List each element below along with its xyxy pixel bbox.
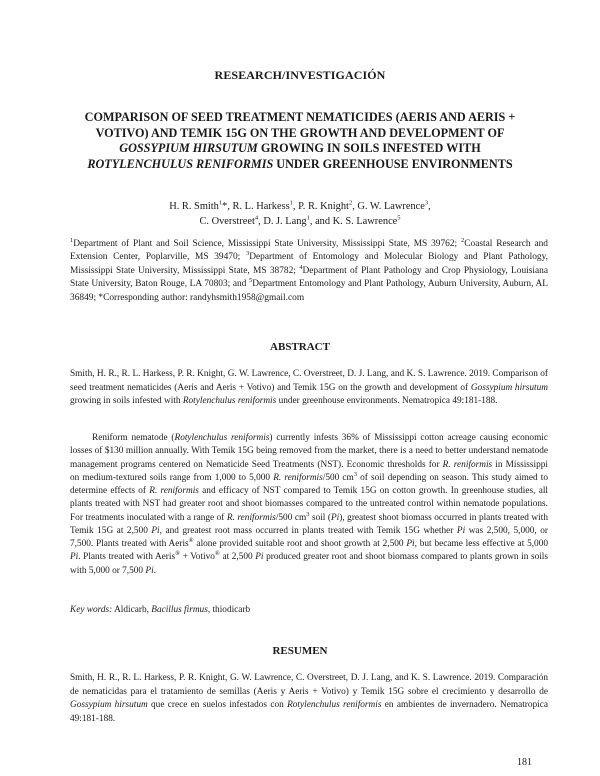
abstract-body: Reniform nematode (Rotylenchulus reniformis) currently infests 36% of Mississippi cotton acreage causing economic losses of $130 million annually. With Temik 15G being removed from the market, there is a need to better understand nematode management programs centered on Nematicide Seed Treatments (NST). Economic thresholds for R. reniformis in Mississippi on medium-textured soils range from 1,000 to 5,000 R. reniformis/500 $cm^3$ of soil depending on season. This study aimed to determine effects of R. reniformis and efficacy of NST compared to Temik 15G on cotton growth. In greenhouse studies, all plants treated with NST had greater root and shoot biomasses compared to the untreated control within nematode populations. For treatments inoculated with a range of R. reniformis/500 $cm^3$ soil (Pi), greatest shoot biomass occurred in plants treated with Temik 15G at 2,500 Pi, and greatest root mass occurred in plants treated with Temik 15G whether Pi was 2,500, 5,000, or 7,500. Plants treated with Aeris® alone provided suitable root and shoot growth at 2,500 Pi, but became less effective at 5,000 Pi. Plants treated with Aeris® + Votivo® at 2,500 Pi produced greater root and shoot biomass compared to plants grown in soils with 5,000 or 7,500 Pi.: [70, 433, 549, 576]
author: R. L. Harkess: [232, 201, 290, 212]
author: P. R. Knight: [298, 201, 349, 212]
title-text: UNDER GREENHOUSE ENVIRONMENTS: [273, 156, 513, 171]
keywords: Key words: Aldicarb, Bacillus firmus, thiodicarb: [70, 605, 251, 615]
abstract-citation: Smith, H. R., R. L. Harkess, P. R. Knight, G. W. Lawrence, C. Overstreet, D. J. Lang, and K. S. Lawrence. 2019. Comparison of seed treatment nematicides (Aeris and Aeris + Votivo) and Temik 15G on the growth and development of Gossypium hirsutum growing in soils infested with Rotylenchulus reniformis under greenhouse environments. Nematropica 49:181-188.: [70, 369, 548, 406]
author: G. W. Lawrence: [357, 201, 425, 212]
author: and K. S. Lawrence: [315, 216, 398, 227]
author-list: H. R. Smith$^1$*, R. L. Harkess$^1$, P. R. Knight$^2$, G. W. Lawrence$^3$, C. Overstreet$^4$, D. J. Lang$^1$, and K. S. Lawrence$^5$: [169, 199, 431, 227]
author: D. J. Lang: [263, 216, 307, 227]
section-label: RESEARCH/INVESTIGACIÓN: [214, 68, 386, 82]
title-species: ROTYLENCHULUS RENIFORMIS: [87, 156, 274, 171]
title-text: GROWING IN SOILS INFESTED WITH: [257, 141, 481, 156]
title-text: COMPARISON OF SEED TREATMENT NEMATICIDES (AERIS AND AERIS + VOTIVO) AND TEMIK 15G ON THE GROWTH AND DEVELOPMENT OF: [84, 110, 516, 140]
title-species: GOSSYPIUM HIRSUTUM: [119, 141, 258, 156]
page-number: 181: [517, 757, 532, 768]
resumen-citation: Smith, H. R., R. L. Harkess, P. R. Knight, G. W. Lawrence, C. Overstreet, D. J. Lang, and K. S. Lawrence. 2019. Comparación de nematicidas para el tratamiento de semillas (Aeris y Aeris + Votivo) y Temik 15G sobre el crecimiento y desarrollo de Gossypium hirsutum que crece en suelos infestados con Rotylenchulus reniformis en ambientes de invernadero. Nematropica 49:181-188.: [70, 673, 549, 724]
affiliations: $^1$Department of Plant and Soil Science, Mississippi State University, Mississippi State, MS 39762; $^2$Coastal Research and Extension Center, Poplarville, MS 39470; $^3$Department of Entomology and Molecular Biology and Plant Pathology, Mississippi State University, Mississippi State, MS 38782; $^4$Department of Plant Pathology and Crop Physiology, Louisiana State University, Baton Rouge, LA 70803; and $^5$Department Entomology and Plant Pathology, Auburn University, Auburn, AL 36849; *Corresponding author: randyhsmith1958@gmail.com: [70, 236, 549, 303]
article-title: [80, 110, 520, 172]
author: H. R. Smith: [169, 201, 219, 212]
abstract-heading: ABSTRACT: [270, 341, 330, 353]
author: C. Overstreet: [199, 216, 255, 227]
resumen-heading: RESUMEN: [272, 645, 328, 657]
keywords-label: Key words:: [70, 605, 113, 615]
